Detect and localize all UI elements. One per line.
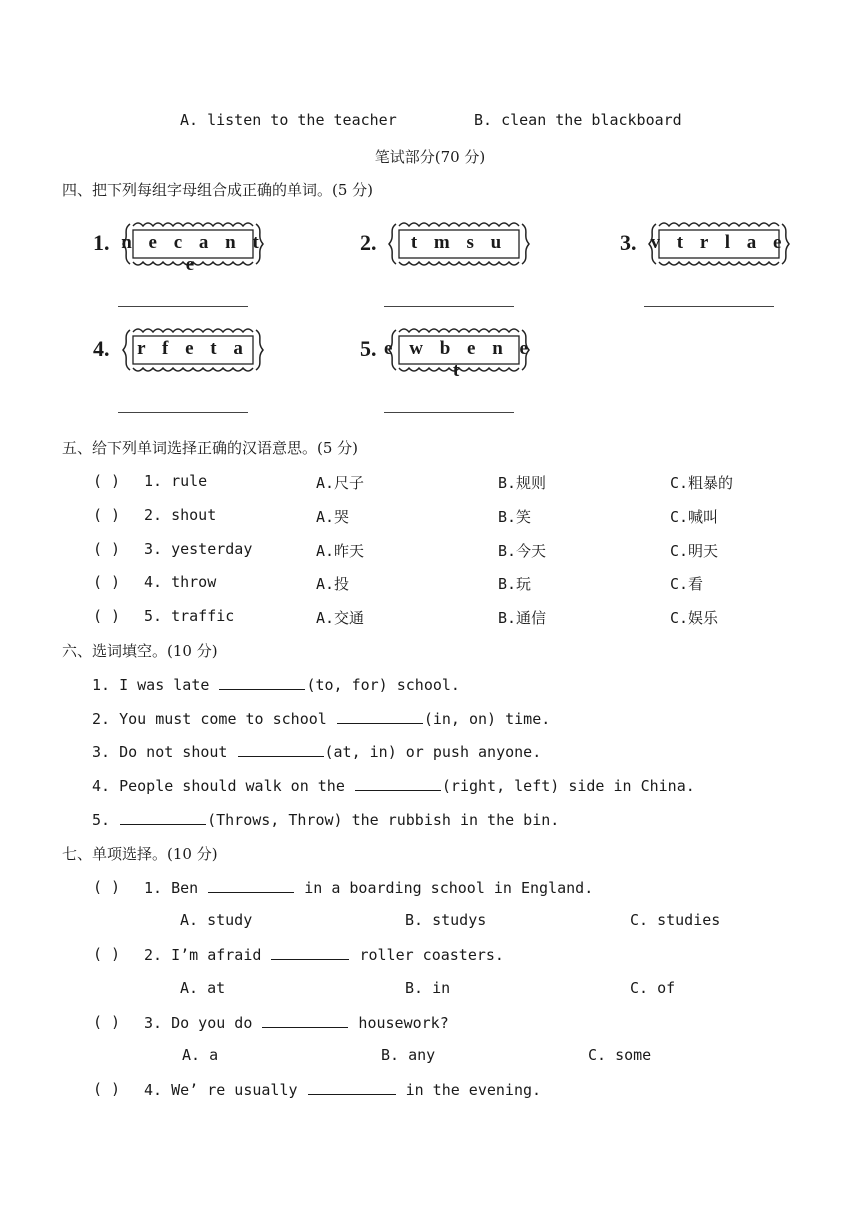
sentence-start: 1. I was late bbox=[92, 676, 219, 694]
sentence-end: housework? bbox=[349, 1014, 449, 1032]
answer-blank[interactable] bbox=[262, 1013, 348, 1028]
choice-a: A.哭 bbox=[316, 508, 350, 526]
answer-blank[interactable] bbox=[238, 742, 324, 757]
fill-in-sentence bbox=[92, 675, 460, 694]
answer-parentheses[interactable]: ( ) bbox=[93, 945, 121, 963]
answer-parentheses[interactable]: ( ) bbox=[93, 1013, 121, 1031]
sentence-end: (in, on) time. bbox=[423, 710, 551, 728]
choice-b: B. in bbox=[405, 979, 451, 997]
word-number: 2. bbox=[360, 230, 377, 255]
section-5-title: 五、给下列单词选择正确的汉语意思。(5 分) bbox=[62, 439, 359, 457]
answer-blank-line[interactable] bbox=[384, 412, 514, 413]
sentence-end: roller coasters. bbox=[350, 946, 504, 964]
choice-b: B.通信 bbox=[498, 609, 547, 627]
sentence-start: 5. bbox=[92, 811, 120, 829]
choice-a: A.交通 bbox=[316, 609, 365, 627]
answer-blank-line[interactable] bbox=[118, 412, 248, 413]
answer-parentheses[interactable]: ( ) bbox=[93, 573, 121, 591]
choice-b: B. any bbox=[381, 1046, 436, 1064]
question-word: 4. throw bbox=[144, 573, 217, 591]
answer-blank[interactable] bbox=[355, 776, 441, 791]
answer-blank[interactable] bbox=[120, 810, 206, 825]
choice-b: B.今天 bbox=[498, 542, 547, 560]
choice-b: B.玩 bbox=[498, 575, 532, 593]
answer-parentheses[interactable]: ( ) bbox=[93, 878, 121, 896]
scrambled-letters: e w b e n e t bbox=[384, 338, 534, 381]
answer-blank-line[interactable] bbox=[118, 306, 248, 307]
scrambled-letters: t m s u bbox=[410, 232, 508, 253]
sentence-end: (Throws, Throw) the rubbish in the bin. bbox=[207, 811, 560, 829]
written-section-header: 笔试部分(70 分) bbox=[374, 148, 486, 166]
choice-a: A.尺子 bbox=[316, 474, 365, 492]
sentence-start: 3. Do you do bbox=[144, 1014, 262, 1032]
option-a-text: A. listen to the teacher bbox=[180, 111, 397, 129]
question-word: 1. rule bbox=[144, 472, 208, 490]
choice-b: B. studys bbox=[405, 911, 487, 929]
question-sentence bbox=[144, 878, 593, 897]
answer-blank[interactable] bbox=[219, 675, 305, 690]
answer-blank[interactable] bbox=[337, 709, 423, 724]
fill-in-sentence bbox=[92, 742, 541, 761]
answer-blank-line[interactable] bbox=[384, 306, 514, 307]
choice-c: C.明天 bbox=[670, 542, 719, 560]
word-number: 3. bbox=[620, 230, 637, 255]
choice-c: C.喊叫 bbox=[670, 508, 719, 526]
scrambled-letters-box bbox=[118, 220, 268, 275]
choice-a: A. at bbox=[180, 979, 226, 997]
answer-blank[interactable] bbox=[208, 878, 294, 893]
sentence-end: (right, left) side in China. bbox=[441, 777, 695, 795]
word-number: 5. bbox=[360, 336, 377, 361]
scrambled-letters: v t r l a e bbox=[650, 232, 788, 253]
fill-in-sentence bbox=[92, 776, 695, 795]
answer-parentheses[interactable]: ( ) bbox=[93, 472, 121, 490]
choice-a: A. a bbox=[182, 1046, 219, 1064]
option-b-text: B. clean the blackboard bbox=[474, 111, 682, 129]
word-number: 1. bbox=[93, 230, 110, 255]
choice-a: A.昨天 bbox=[316, 542, 365, 560]
answer-blank[interactable] bbox=[271, 945, 349, 960]
choice-c: C.娱乐 bbox=[670, 609, 719, 627]
scrambled-letters-box bbox=[384, 326, 534, 381]
sentence-start: 2. I’m afraid bbox=[144, 946, 271, 964]
question-word: 5. traffic bbox=[144, 607, 235, 625]
fill-in-sentence bbox=[92, 810, 559, 829]
answer-parentheses[interactable]: ( ) bbox=[93, 506, 121, 524]
sentence-end: (at, in) or push anyone. bbox=[324, 743, 542, 761]
choice-c: C. of bbox=[630, 979, 676, 997]
answer-parentheses[interactable]: ( ) bbox=[93, 540, 121, 558]
scrambled-letters-box bbox=[644, 220, 794, 268]
sentence-start: 3. Do not shout bbox=[92, 743, 237, 761]
choice-c: C. some bbox=[588, 1046, 652, 1064]
scrambled-letters: n e c a n t e bbox=[121, 232, 265, 275]
choice-c: C.粗暴的 bbox=[670, 474, 734, 492]
question-sentence bbox=[144, 1013, 449, 1032]
fill-in-sentence bbox=[92, 709, 550, 728]
question-sentence bbox=[144, 945, 504, 964]
sentence-start: 4. People should walk on the bbox=[92, 777, 354, 795]
choice-b: B.笑 bbox=[498, 508, 532, 526]
choice-a: A. study bbox=[180, 911, 253, 929]
word-number: 4. bbox=[93, 336, 110, 361]
answer-blank[interactable] bbox=[308, 1080, 396, 1095]
choice-c: C. studies bbox=[630, 911, 721, 929]
sentence-start: 1. Ben bbox=[144, 879, 208, 897]
section-4-title: 四、把下列每组字母组合成正确的单词。(5 分) bbox=[62, 181, 374, 199]
answer-parentheses[interactable]: ( ) bbox=[93, 1080, 121, 1098]
question-word: 3. yesterday bbox=[144, 540, 253, 558]
scrambled-letters-box bbox=[384, 220, 534, 268]
scrambled-letters: r f e t a bbox=[137, 338, 249, 359]
section-7-title: 七、单项选择。(10 分) bbox=[62, 845, 218, 863]
question-sentence bbox=[144, 1080, 541, 1099]
choice-a: A.投 bbox=[316, 575, 350, 593]
scrambled-letters-box bbox=[118, 326, 268, 374]
sentence-start: 2. You must come to school bbox=[92, 710, 336, 728]
answer-blank-line[interactable] bbox=[644, 306, 774, 307]
sentence-end: in the evening. bbox=[396, 1081, 542, 1099]
choice-c: C.看 bbox=[670, 575, 704, 593]
sentence-end: in a boarding school in England. bbox=[295, 879, 594, 897]
choice-b: B.规则 bbox=[498, 474, 547, 492]
sentence-end: (to, for) school. bbox=[306, 676, 460, 694]
sentence-start: 4. We’ re usually bbox=[144, 1081, 307, 1099]
answer-parentheses[interactable]: ( ) bbox=[93, 607, 121, 625]
question-word: 2. shout bbox=[144, 506, 217, 524]
section-6-title: 六、选词填空。(10 分) bbox=[62, 642, 218, 660]
